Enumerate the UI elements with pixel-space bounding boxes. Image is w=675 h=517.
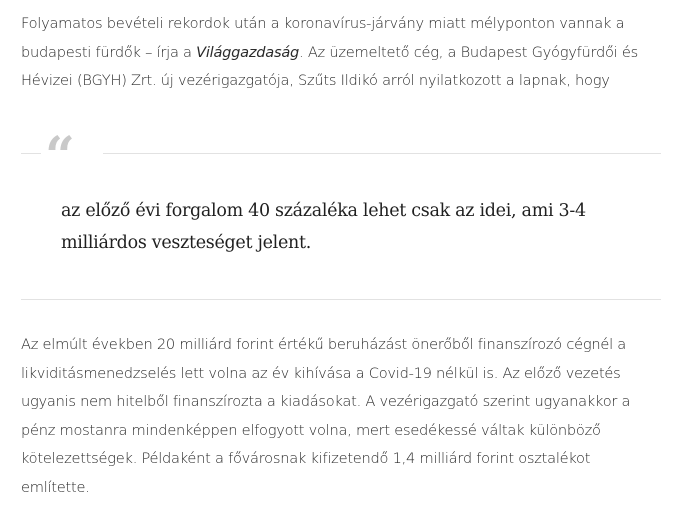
intro-text-start: Folyamatos bevételi rekordok után a koronavírus-járvány miatt mélyponton vannak a budapesti fürdők – írja a <box>21 15 625 61</box>
quote-text: az előző évi forgalom 40 százaléka lehet csak az idei, ami 3-4 milliárdos veszteséget jelent. <box>61 201 586 253</box>
blockquote <box>21 126 661 300</box>
quote-top-divider <box>21 153 661 154</box>
quote-mark-icon: “ <box>45 126 75 187</box>
source-publication-name: Világgazdaság <box>196 43 300 61</box>
article-paragraph-intro <box>21 10 661 96</box>
article-paragraph-body: Az elmúlt években 20 milliárd forint értékű beruházást önerőből finanszírozó cégnél a likviditásmenedzselés lett volna az év kihívása a Covid-19 nélkül is. Az előző vezetés ugyanis nem hitelből finanszírozta a kiadásokat. A vezérigazgató szerint ugyanakkor a pénz mostanra mindenképpen elfogyott volna, mert esedékessé váltak különböző kötelezettségek. Példaként a fővárosnak kifizetendő 1,4 milliárd forint osztalékot említette. <box>21 336 631 496</box>
intro-text-end: . Az üzemeltető cég, a Budapest Gyógyfürdői és Hévizei (BGYH) Zrt. új vezérigazgatója, Szűts Ildikó arról nyilatkozott a lapnak, hogy <box>21 43 638 90</box>
quote-bottom-divider <box>21 299 661 300</box>
